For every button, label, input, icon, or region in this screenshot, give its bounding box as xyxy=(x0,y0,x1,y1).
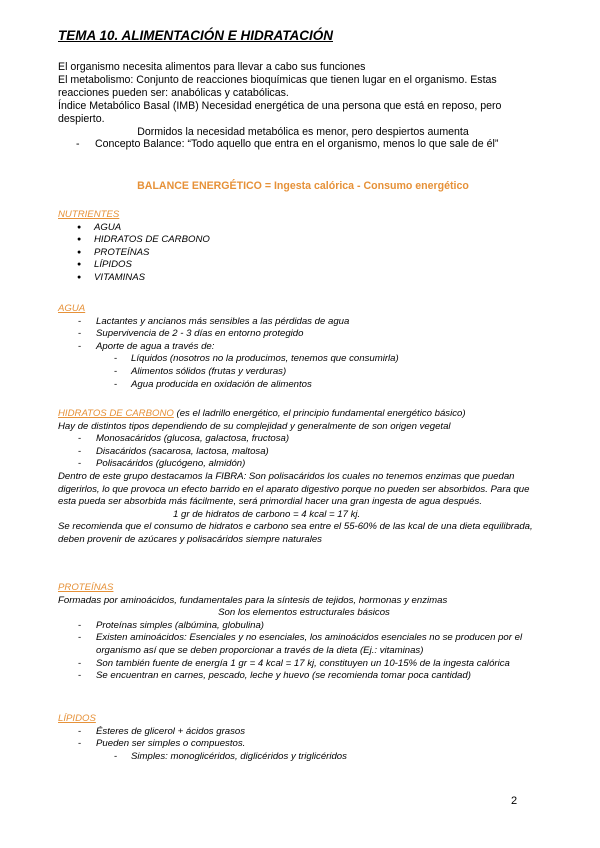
section-heading: NUTRIENTES xyxy=(58,209,120,220)
intro-paragraph-1: El organismo necesita alimentos para llevar a cabo sus funciones xyxy=(58,61,366,73)
agua-section xyxy=(58,303,550,391)
hidratos-list xyxy=(58,433,550,471)
intro-paragraph-2: El metabolismo: Conjunto de reacciones bioquímicas que tienen lugar en el organismo. Estas reacciones pueden ser: anabólicas y catabólicas. xyxy=(58,73,497,99)
page-number: 2 xyxy=(511,795,518,807)
list-item: - Agua producida en oxidación de alimentos xyxy=(58,379,550,392)
list-item: - Disacáridos (sacarosa, lactosa, maltosa) xyxy=(58,446,550,459)
list-item: - Concepto Balance: “Todo aquello que entra en el organismo, menos lo que sale de él” xyxy=(58,138,548,151)
lipidos-list xyxy=(58,726,550,751)
lipidos-section xyxy=(58,713,550,763)
section-heading: PROTEÍNAS xyxy=(58,582,114,593)
proteinas-list xyxy=(58,620,550,683)
proteinas-intro: Formadas por aminoácidos, fundamentales para la síntesis de tejidos, hormonas y enzimas xyxy=(58,594,448,606)
section-heading: LÍPIDOS xyxy=(58,713,96,724)
hidratos-intro: Hay de distintos tipos dependiendo de su complejidad y generalmente de son origen vegetal xyxy=(58,420,451,432)
hidratos-recommendation: Se recomienda que el consumo de hidratos e carbono sea entre el 55-60% de las kcal de una dieta equilibrada, deben provenir de azúcares y polisacáridos siempre naturales xyxy=(58,521,533,545)
section-heading: AGUA xyxy=(58,303,86,314)
lipidos-sublist xyxy=(58,751,550,764)
intro-block xyxy=(58,61,548,151)
list-item: - Polisacáridos (glucógeno, almidón) xyxy=(58,458,550,471)
nutrientes-list xyxy=(58,222,550,285)
list-item: - Existen aminoácidos: Esenciales y no esenciales, los aminoácidos esenciales no se producen por el organismo así que se deben proporcionar a través de la dieta (Ej.: vitaminas) xyxy=(58,632,550,657)
list-item: ● LÍPIDOS xyxy=(58,259,550,272)
list-item: - Simples: monoglicéridos, diglicéridos y triglicéridos xyxy=(58,751,550,764)
fibra-paragraph: Dentro de este grupo destacamos la FIBRA: Son polisacáridos los cuales no tenemos enzimas que puedan digerirlos, lo que provoca un efecto barrido en el aparato digestivo porque no pueden ser absorbidos. Para que esta pueda ser absorbida más fácilmente, será primordial hacer una gran ingesta de agua después. xyxy=(58,470,530,508)
section-heading: HIDRATOS DE CARBONO xyxy=(58,408,174,419)
hidratos-section xyxy=(58,408,550,547)
list-item: ● PROTEÍNAS xyxy=(58,247,550,260)
heading-note: (es el ladrillo energético, el principio fundamental energético básico) xyxy=(173,408,466,419)
list-item: - Monosacáridos (glucosa, galactosa, fructosa) xyxy=(58,433,550,446)
list-item: - Lactantes y ancianos más sensibles a las pérdidas de agua xyxy=(58,316,550,329)
balance-formula: BALANCE ENERGÉTICO = Ingesta calórica - Consumo energético xyxy=(137,180,469,192)
list-item: ● VITAMINAS xyxy=(58,272,550,285)
intro-paragraph-3: Índice Metabólico Basal (IMB) Necesidad energética de una persona que está en reposo, pero despierto. xyxy=(58,99,502,125)
agua-sublist xyxy=(58,353,550,391)
list-item: - Supervivencia de 2 - 3 días en entorno protegido xyxy=(58,328,550,341)
intro-dash-list xyxy=(58,138,548,151)
list-item: - Se encuentran en carnes, pescado, leche y huevo (se recomienda tomar poca cantidad) xyxy=(58,670,550,683)
list-item: ● AGUA xyxy=(58,222,550,235)
list-item: - Son también fuente de energía 1 gr = 4 kcal = 17 kj, constituyen un 10-15% de la ingesta calórica xyxy=(58,658,550,671)
proteinas-intro-2: Son los elementos estructurales básicos xyxy=(218,607,390,619)
list-item: - Proteínas simples (albúmina, globulina) xyxy=(58,620,550,633)
list-item: - Pueden ser simples o compuestos. xyxy=(58,738,550,751)
list-item: - Alimentos sólidos (frutas y verduras) xyxy=(58,366,550,379)
list-item: - Líquidos (nosotros no la producimos, tenemos que consumirla) xyxy=(58,353,550,366)
list-item: - Ésteres de glicerol + ácidos grasos xyxy=(58,726,550,739)
proteinas-section xyxy=(58,582,550,683)
page-title: TEMA 10. ALIMENTACIÓN E HIDRATACIÓN xyxy=(58,28,333,43)
list-item: - Aporte de agua a través de: xyxy=(58,341,550,354)
agua-list xyxy=(58,316,550,354)
list-item: ● HIDRATOS DE CARBONO xyxy=(58,234,550,247)
intro-paragraph-4: Dormidos la necesidad metabólica es menor, pero despiertos aumenta xyxy=(137,125,469,138)
hidratos-formula: 1 gr de hidratos de carbono = 4 kcal = 17 kj. xyxy=(173,508,361,520)
nutrientes-section xyxy=(58,209,550,285)
